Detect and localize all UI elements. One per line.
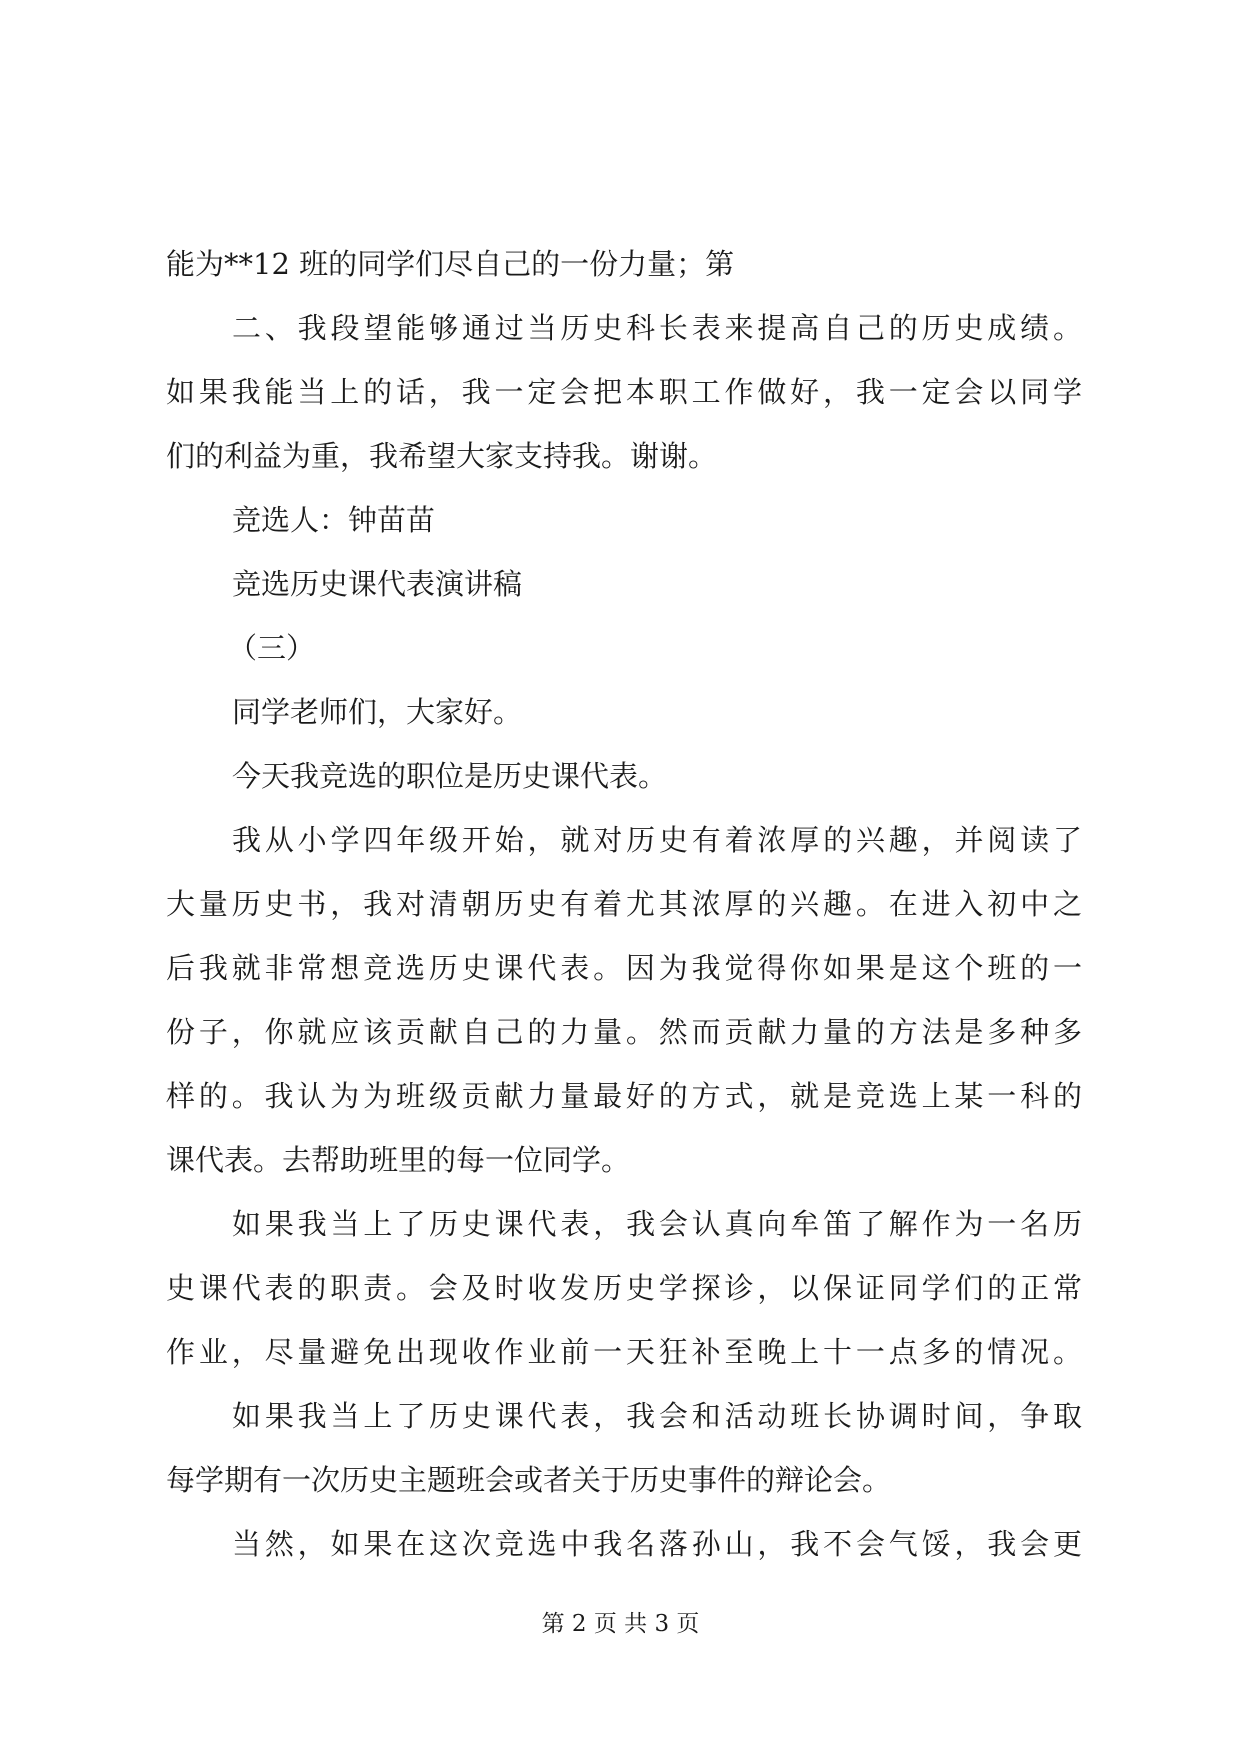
text-line: 如果我能当上的话，我一定会把本职工作做好，我一定会以同学	[166, 375, 1082, 409]
text-line: 作业，尽量避免出现收作业前一天狂补至晚上十一点多的情况。	[166, 1335, 1082, 1369]
text-line: 样的。我认为为班级贡献力量最好的方式，就是竞选上某一科的	[166, 1079, 1082, 1113]
text-line: 课代表。去帮助班里的每一位同学。	[166, 1143, 631, 1177]
text-line: 如果我当上了历史课代表，我会认真向牟笛了解作为一名历	[232, 1207, 1082, 1241]
page-number-footer: 第 2 页 共 3 页	[541, 1611, 700, 1637]
text-line: 每学期有一次历史主题班会或者关于历史事件的辩论会。	[166, 1463, 892, 1497]
text-line: 后我就非常想竞选历史课代表。因为我觉得你如果是这个班的一	[166, 951, 1082, 985]
text-line: 当然，如果在这次竞选中我名落孙山，我不会气馁，我会更	[232, 1527, 1082, 1561]
section-title: 竞选历史课代表演讲稿	[232, 567, 523, 601]
candidate-line: 竞选人：钟苗苗	[232, 503, 436, 537]
text-line: 份子，你就应该贡献自己的力量。然而贡献力量的方法是多种多	[166, 1015, 1082, 1049]
text-line: 能为**12 班的同学们尽自己的一份力量；第	[166, 247, 735, 281]
text-line: 我从小学四年级开始，就对历史有着浓厚的兴趣，并阅读了	[232, 823, 1082, 857]
text-line: 今天我竞选的职位是历史课代表。	[232, 759, 668, 793]
text-line: 如果我当上了历史课代表，我会和活动班长协调时间，争取	[232, 1399, 1082, 1433]
document-body	[166, 232, 1082, 1576]
text-line: 史课代表的职责。会及时收发历史学探诊，以保证同学们的正常	[166, 1271, 1082, 1305]
text-line: 二、我段望能够通过当历史科长表来提高自己的历史成绩。	[232, 311, 1082, 345]
section-number: （三）	[228, 631, 316, 665]
text-line: 们的利益为重，我希望大家支持我。谢谢。	[166, 439, 718, 473]
text-line: 大量历史书，我对清朝历史有着尤其浓厚的兴趣。在进入初中之	[166, 887, 1082, 921]
text-line: 同学老师们，大家好。	[232, 695, 523, 729]
